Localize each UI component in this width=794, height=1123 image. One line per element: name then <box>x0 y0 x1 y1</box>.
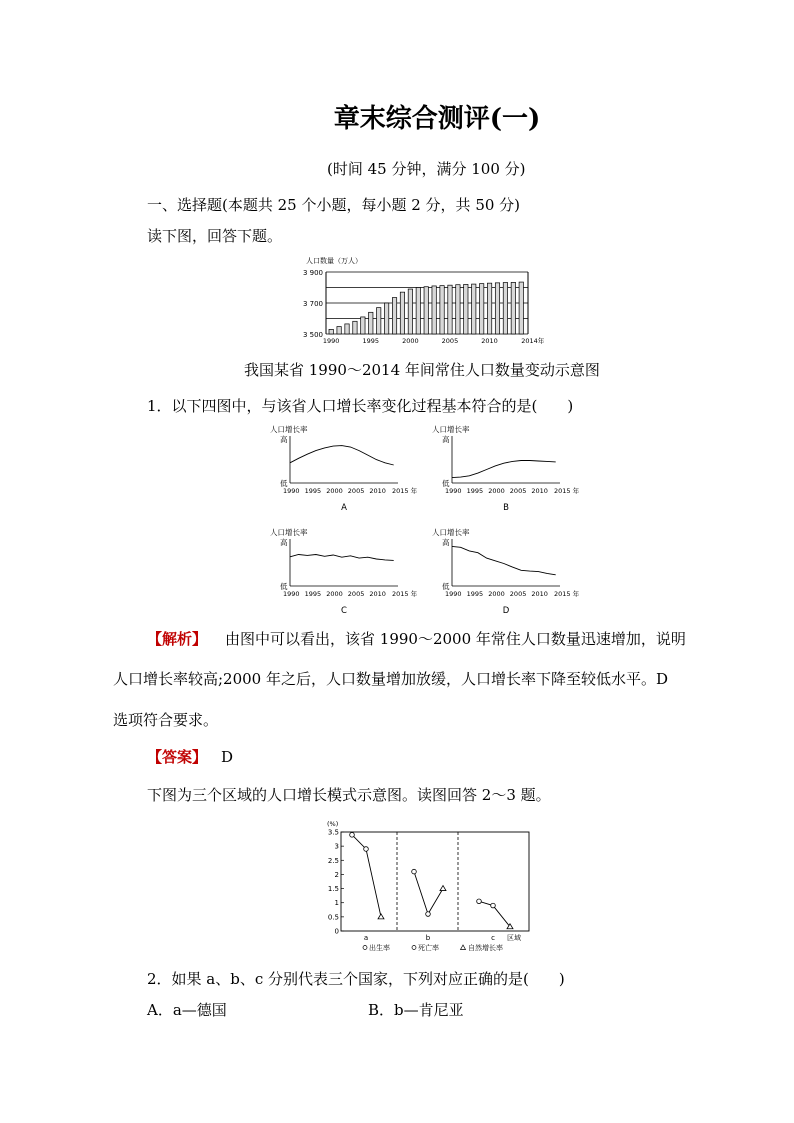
option-chart-b <box>432 424 580 513</box>
analysis-line-1 <box>147 630 686 648</box>
analysis-line-3: 选项符合要求。 <box>113 711 219 729</box>
bar <box>432 286 436 334</box>
x-tick-label: 2015 年 <box>392 487 418 495</box>
option-a: A．a—德国 <box>147 1001 227 1019</box>
bar <box>448 285 452 334</box>
y-tick-label: 1 <box>334 899 339 908</box>
bar <box>495 283 499 334</box>
x-tick-label: 1990 <box>445 590 462 598</box>
x-tick-label: 1995 <box>304 487 322 495</box>
death-rate-point <box>364 847 369 852</box>
intro-text-2: 下图为三个区域的人口增长模式示意图。读图回答 2～3 题。 <box>147 786 551 804</box>
x-tick-label: 1990 <box>283 590 300 598</box>
x-tick-label: 2015 年 <box>392 590 418 598</box>
x-tick-label: 1995 <box>304 590 322 598</box>
bar <box>511 282 515 334</box>
x-tick-label: 2010 <box>531 590 548 598</box>
unit-label: (%) <box>327 820 339 828</box>
x-tick-label: 1990 <box>445 487 462 495</box>
x-tick-label: 1990 <box>283 487 300 495</box>
answer-tag: 【答案】 <box>147 748 208 766</box>
bar <box>392 298 396 334</box>
legend-growth-marker <box>461 945 466 950</box>
region-label: b <box>425 934 431 942</box>
x-tick-label: 2015 年 <box>554 590 580 598</box>
x-tick-label: 2000 <box>488 487 505 495</box>
bar <box>519 282 523 334</box>
low-label: 低 <box>442 479 450 488</box>
option-chart-d <box>432 527 580 616</box>
x-tick-label: 2000 <box>488 590 505 598</box>
analysis-text-1: 由图中可以看出，该省 1990～2000 年常住人口数量迅速增加，说明 <box>225 630 686 648</box>
legend-birth-marker <box>363 946 367 950</box>
figure-caption-1: 我国某省 1990～2014 年间常住人口数量变动示意图 <box>244 361 600 379</box>
legend-death-label: 死亡率 <box>418 944 439 952</box>
bar <box>456 285 460 334</box>
y-axis-label: 人口增长率 <box>432 425 470 434</box>
growth-model-chart <box>318 818 533 956</box>
x-tick-label: 2000 <box>326 487 343 495</box>
natural-growth-point <box>440 886 446 891</box>
x-tick-label: 2005 <box>509 487 527 495</box>
high-label: 高 <box>280 435 288 444</box>
option-chart-a <box>270 424 418 513</box>
analysis-line-2: 人口增长率较高;2000 年之后，人口数量增加放缓，人口增长率下降至较低水平。D <box>113 670 669 688</box>
growth-rate-line <box>290 446 394 465</box>
bar <box>361 317 365 334</box>
y-tick-label: 3.5 <box>327 828 339 837</box>
population-bar-chart <box>296 252 546 350</box>
bar <box>377 308 381 334</box>
growth-rate-line <box>290 555 394 561</box>
page-title: 章末综合测评(一) <box>333 104 541 134</box>
low-label: 低 <box>442 582 450 591</box>
answer-value: D <box>221 748 234 766</box>
y-tick-label: 3 700 <box>302 300 323 308</box>
bar <box>503 283 507 334</box>
x-tick-label: 2010 <box>369 487 386 495</box>
y-tick-label: 0 <box>334 927 339 936</box>
bar <box>337 327 341 334</box>
region-line <box>414 872 443 914</box>
birth-rate-point <box>350 833 355 838</box>
x-tick-label: 1990 <box>322 337 340 345</box>
x-tick-label: 2010 <box>531 487 548 495</box>
option-label: A <box>341 503 347 513</box>
x-tick-label: 2000 <box>402 337 419 345</box>
option-b: B．b—肯尼亚 <box>368 1001 464 1019</box>
bar <box>440 286 444 334</box>
option-label: B <box>503 503 509 513</box>
x-tick-label: 2005 <box>347 487 365 495</box>
x-tick-label: 1995 <box>362 337 380 345</box>
x-tick-label: 2015 年 <box>554 487 580 495</box>
y-tick-label: 0.5 <box>327 913 339 922</box>
x-tick-label: 2005 <box>347 590 365 598</box>
bar <box>472 284 476 334</box>
x-tick-label: 1995 <box>466 487 484 495</box>
bar <box>369 312 373 334</box>
region-label: c <box>491 934 495 942</box>
x-tick-label: 2010 <box>481 337 498 345</box>
y-tick-label: 3 900 <box>302 269 323 277</box>
birth-rate-point <box>477 899 482 904</box>
low-label: 低 <box>280 479 288 488</box>
bar <box>408 289 412 334</box>
growth-rate-options-charts <box>270 420 590 620</box>
y-axis-label: 人口增长率 <box>270 425 308 434</box>
bar <box>424 287 428 334</box>
x-tick-label: 2000 <box>326 590 343 598</box>
x-tick-label: 2005 <box>441 337 459 345</box>
option-chart-c <box>270 527 418 616</box>
high-label: 高 <box>442 538 450 547</box>
y-axis-label: 人口增长率 <box>270 528 308 537</box>
bar <box>384 303 388 334</box>
bar <box>479 284 483 334</box>
legend-death-marker <box>412 946 416 950</box>
natural-growth-point <box>378 914 384 919</box>
legend-birth-label: 出生率 <box>369 944 390 952</box>
answer-line <box>147 748 233 766</box>
x-tick-label: 2014年 <box>521 337 545 345</box>
region-label: a <box>363 934 369 942</box>
legend-growth-label: 自然增长率 <box>468 944 503 952</box>
section-heading: 一、选择题(本题共 25 个小题，每小题 2 分，共 50 分) <box>147 196 521 214</box>
option-label: D <box>502 606 510 616</box>
y-tick-label: 1.5 <box>327 885 339 894</box>
growth-rate-line <box>452 546 556 574</box>
intro-text-1: 读下图，回答下题。 <box>147 227 283 245</box>
plot-frame <box>341 832 529 931</box>
option-label: C <box>341 606 347 616</box>
y-axis-label: 人口数量（万人） <box>306 257 362 265</box>
high-label: 高 <box>442 435 450 444</box>
x-tick-label: 2005 <box>509 590 527 598</box>
analysis-tag: 【解析】 <box>147 630 208 648</box>
death-rate-point <box>491 903 496 908</box>
bar <box>487 283 491 334</box>
high-label: 高 <box>280 538 288 547</box>
y-tick-label: 2 <box>334 870 339 879</box>
growth-rate-line <box>452 461 556 478</box>
y-axis-label: 人口增长率 <box>432 528 470 537</box>
bar <box>353 321 357 334</box>
low-label: 低 <box>280 582 288 591</box>
bar <box>345 324 349 334</box>
y-tick-label: 3 <box>334 842 339 851</box>
bar <box>464 284 468 334</box>
x-axis-label: 区域 <box>507 934 521 942</box>
x-tick-label: 1995 <box>466 590 484 598</box>
subtitle: (时间 45 分钟，满分 100 分) <box>327 160 526 178</box>
death-rate-point <box>426 912 431 917</box>
question-2: 2．如果 a、b、c 分别代表三个国家，下列对应正确的是( ) <box>147 970 565 988</box>
question-1: 1．以下四图中，与该省人口增长率变化过程基本符合的是( ) <box>147 397 574 415</box>
y-tick-label: 2.5 <box>327 856 339 865</box>
x-tick-label: 2010 <box>369 590 386 598</box>
bar <box>329 329 333 334</box>
birth-rate-point <box>412 869 417 874</box>
bar <box>400 292 404 334</box>
y-tick-label: 3 500 <box>302 331 323 339</box>
bar <box>416 288 420 335</box>
